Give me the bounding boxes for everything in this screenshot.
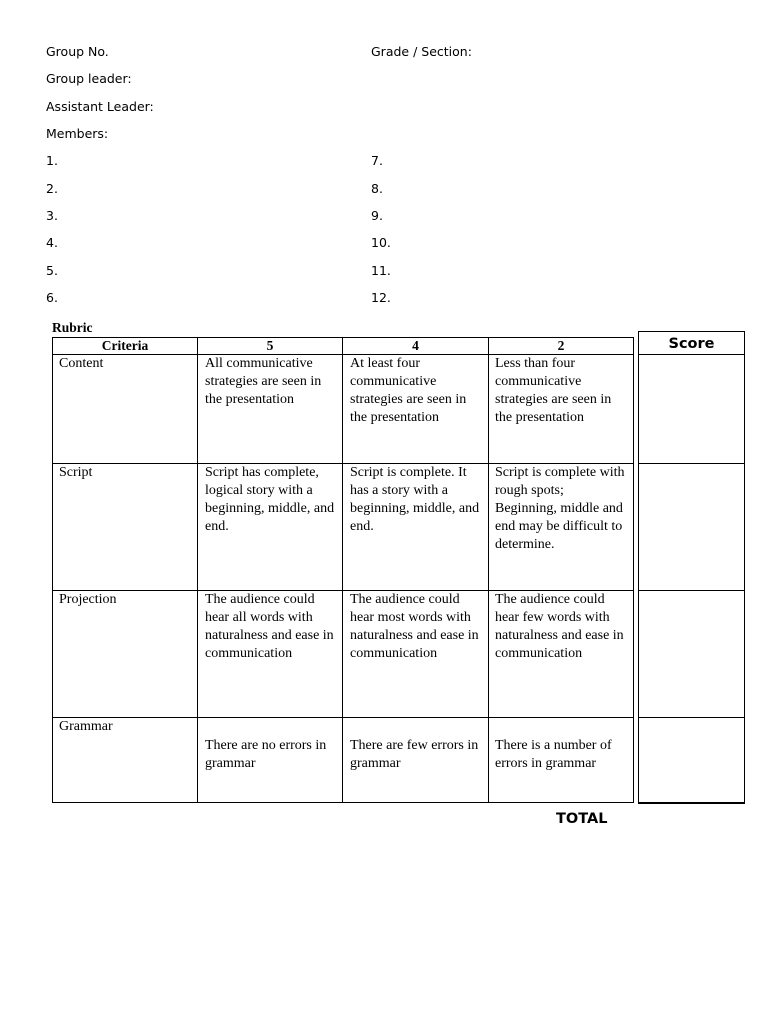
- member-number: 2.: [46, 181, 58, 196]
- member-number: 3.: [46, 208, 58, 223]
- member-number: 10.: [371, 235, 391, 250]
- score-cell[interactable]: [639, 464, 744, 589]
- group-no-label: Group No.: [46, 44, 109, 59]
- total-label: TOTAL: [556, 811, 608, 827]
- rubric-cell: There are few errors in grammar: [350, 738, 479, 771]
- rubric-cell: The audience could hear few words with naturalness and ease in communication: [495, 592, 624, 661]
- member-number: 6.: [46, 290, 58, 305]
- rubric-cell: Script has complete, logical story with a beginning, middle, and end.: [205, 465, 335, 534]
- rubric-cell: The audience could hear most words with naturalness and ease in communication: [350, 592, 479, 661]
- assistant-leader-label: Assistant Leader:: [46, 99, 154, 114]
- score-cell[interactable]: [639, 718, 744, 801]
- member-number: 9.: [371, 208, 383, 223]
- members-label: Members:: [46, 126, 109, 141]
- rubric-cell: There is a number of errors in grammar: [495, 738, 612, 771]
- member-number: 5.: [46, 263, 58, 278]
- rubric-cell: All communicative strategies are seen in the presentation: [205, 356, 322, 407]
- rubric-cell: There are no errors in grammar: [205, 738, 327, 771]
- rubric-cell: Less than four communicative strategies are seen in the presentation: [495, 356, 612, 425]
- criteria-cell: Script: [59, 465, 93, 480]
- rubric-cell: Script is complete. It has a story with a beginning, middle, and end.: [350, 465, 480, 534]
- member-number: 7.: [371, 153, 383, 168]
- rubric-cell: At least four communicative strategies are seen in the presentation: [350, 356, 467, 425]
- member-number: 1.: [46, 153, 58, 168]
- column-header: 4: [412, 338, 419, 353]
- column-header: Criteria: [101, 338, 149, 353]
- rubric-title: Rubric: [52, 320, 93, 335]
- member-number: 11.: [371, 263, 391, 278]
- grade-section-label: Grade / Section:: [371, 44, 472, 59]
- member-number: 12.: [371, 290, 391, 305]
- rubric-cell: Script is complete with rough spots; Beginning, middle and end may be difficult to determine.: [495, 465, 625, 552]
- member-number: 8.: [371, 181, 383, 196]
- score-cell[interactable]: [639, 591, 744, 716]
- rubric-cell: The audience could hear all words with naturalness and ease in communication: [205, 592, 334, 661]
- score-cell[interactable]: [639, 355, 744, 462]
- score-header: Score: [668, 336, 715, 352]
- criteria-cell: Grammar: [59, 719, 113, 734]
- criteria-cell: Content: [59, 356, 104, 371]
- column-header: 5: [266, 338, 274, 353]
- criteria-cell: Projection: [59, 592, 117, 607]
- column-header: 2: [557, 338, 565, 353]
- member-number: 4.: [46, 235, 58, 250]
- group-leader-label: Group leader:: [46, 71, 132, 86]
